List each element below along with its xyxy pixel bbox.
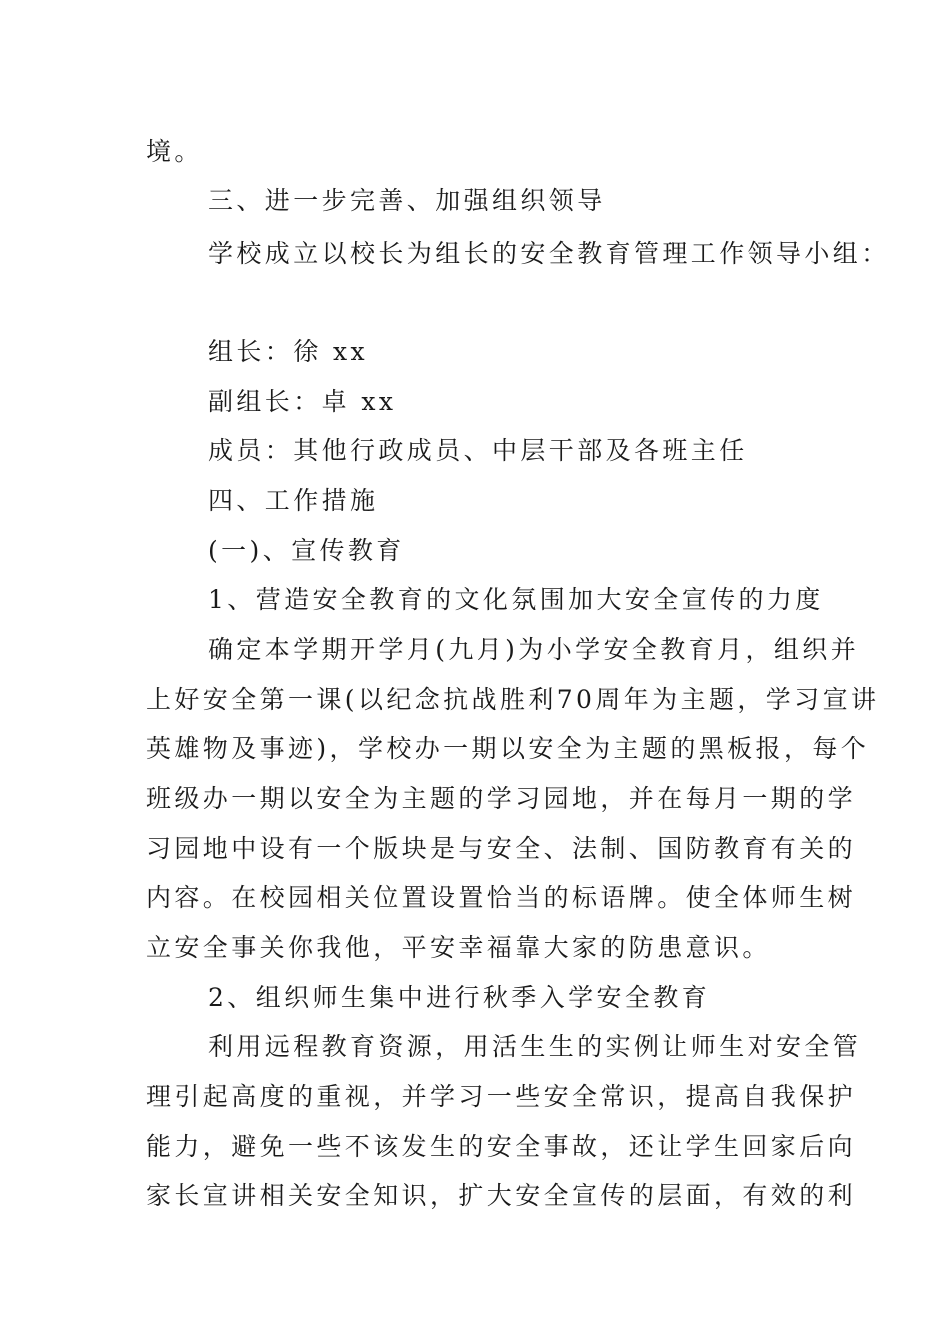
text-line: 内容。在校园相关位置设置恰当的标语牌。使全体师生树 (146, 883, 857, 912)
text-line: 副组长：卓 xx (208, 387, 397, 416)
text-line: 确定本学期开学月(九月)为小学安全教育月，组织并 (208, 635, 860, 664)
text-line: 上好安全第一课(以纪念抗战胜利70周年为主题，学习宣讲 (146, 685, 880, 714)
section-heading: 四、工作措施 (208, 486, 379, 515)
section-heading: 三、进一步完善、加强组织领导 (208, 186, 606, 215)
item-heading: 1、营造安全教育的文化氛围加大安全宣传的力度 (208, 585, 824, 614)
text-line: 成员：其他行政成员、中层干部及各班主任 (208, 436, 748, 465)
text-line: 立安全事关你我他，平安幸福靠大家的防患意识。 (146, 933, 771, 962)
text-line: 习园地中设有一个版块是与安全、法制、国防教育有关的 (146, 834, 857, 863)
item-heading: 2、组织师生集中进行秋季入学安全教育 (208, 983, 711, 1012)
subsection-heading: (一)、宣传教育 (208, 536, 405, 565)
text-line: 学校成立以校长为组长的安全教育管理工作领导小组： (208, 239, 890, 268)
text-line: 英雄物及事迹)，学校办一期以安全为主题的黑板报，每个 (146, 734, 870, 763)
text-line: 组长：徐 xx (208, 337, 368, 366)
text-line: 能力，避免一些不该发生的安全事故，还让学生回家后向 (146, 1132, 857, 1161)
text-line: 利用远程教育资源，用活生生的实例让师生对安全管 (208, 1032, 862, 1061)
text-line: 家长宣讲相关安全知识，扩大安全宣传的层面，有效的利 (146, 1181, 857, 1210)
text-line: 班级办一期以安全为主题的学习园地，并在每月一期的学 (146, 784, 857, 813)
text-line: 境。 (146, 137, 203, 166)
text-line: 理引起高度的重视，并学习一些安全常识，提高自我保护 (146, 1082, 857, 1111)
